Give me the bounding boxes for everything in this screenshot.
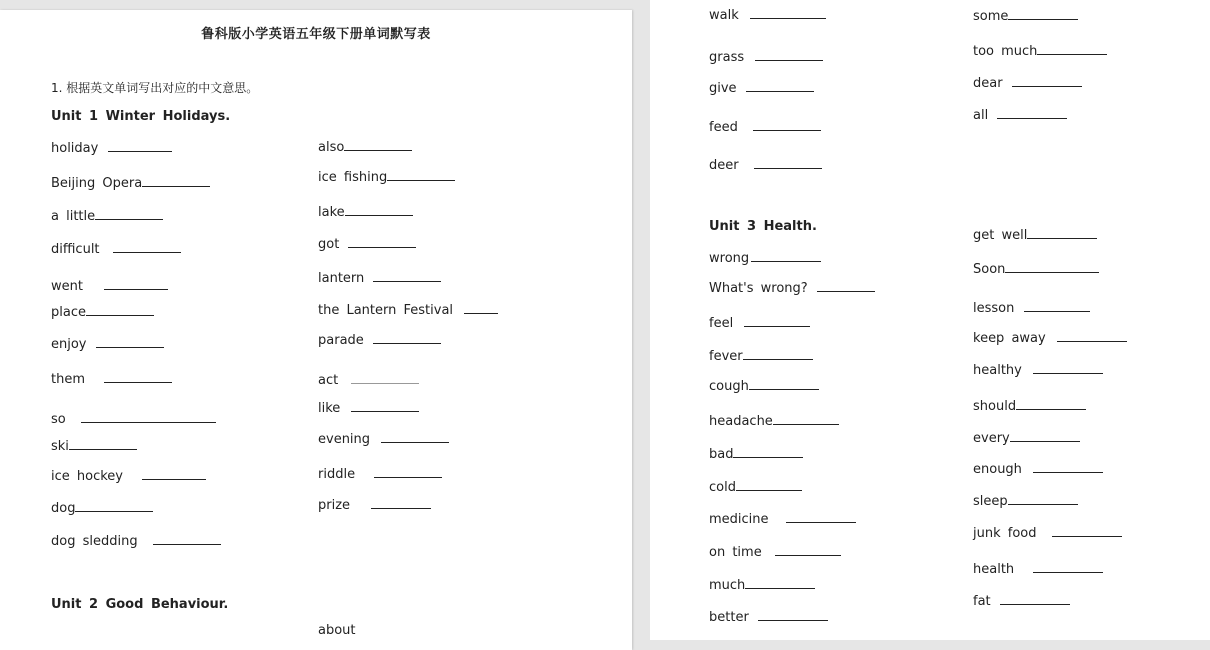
word-item: dog [51,500,153,517]
unit1-heading: Unit 1 Winter Holidays. [51,109,231,124]
word-item: ski [51,438,137,455]
word-item: dog sledding [51,533,221,550]
word-item: a little [51,208,163,225]
word-item: grass [709,49,823,66]
word-item: much [709,577,815,594]
word-item: better [709,609,828,626]
word-item: fever [709,348,813,365]
word-item: act [318,372,419,389]
unit3-heading: Unit 3 Health. [709,219,817,234]
word-item: deer [709,157,822,174]
word-item: difficult [51,241,181,258]
word-item: headache [709,413,839,430]
word-item: enough [973,461,1103,478]
word-item: cough [709,378,819,395]
word-item: also [318,139,412,156]
word-item: ice fishing [318,169,455,186]
word-item: about [318,623,356,638]
page-title: 鲁科版小学英语五年级下册单词默写表 [201,27,431,42]
word-item: dear [973,75,1082,92]
word-item: parade [318,332,441,349]
word-item: on time [709,544,841,561]
word-item: some [973,8,1078,25]
word-item: so [51,411,216,428]
word-item: Soon [973,261,1099,278]
word-item: cold [709,479,802,496]
word-item: walk [709,7,826,24]
word-item: enjoy [51,336,164,353]
word-item: every [973,430,1080,447]
word-item: place [51,304,154,321]
word-item: give [709,80,814,97]
word-item: should [973,398,1086,415]
word-item: What's wrong? [709,280,875,297]
word-item: lake [318,204,413,221]
word-item: healthy [973,362,1103,379]
word-item: get well [973,227,1097,244]
word-item: the Lantern Festival [318,302,498,319]
unit2-heading: Unit 2 Good Behaviour. [51,597,229,612]
word-item: holiday [51,140,172,157]
word-item: bad [709,446,803,463]
word-item: went [51,278,168,295]
word-item: prize [318,497,431,514]
word-item: ice hockey [51,468,206,485]
word-item: medicine [709,511,856,528]
word-item: lesson [973,300,1090,317]
word-item: got [318,236,416,253]
word-item: sleep [973,493,1078,510]
word-item: junk food [973,525,1122,542]
right-page [650,0,1210,640]
word-item: too much [973,43,1107,60]
word-item: Beijing Opera [51,175,210,192]
word-item: evening [318,431,449,448]
word-item: lantern [318,270,441,287]
word-item: all [973,107,1067,124]
word-item: feed [709,119,821,136]
word-item: them [51,371,172,388]
word-item: fat [973,593,1070,610]
word-item: like [318,400,419,417]
word-item: feel [709,315,810,332]
word-item: health [973,561,1103,578]
word-item: keep away [973,330,1127,347]
word-item: riddle [318,466,442,483]
left-page [0,10,632,650]
word-item: wrong [709,250,821,267]
instruction: 1. 根据英文单词写出对应的中文意思。 [51,81,259,95]
